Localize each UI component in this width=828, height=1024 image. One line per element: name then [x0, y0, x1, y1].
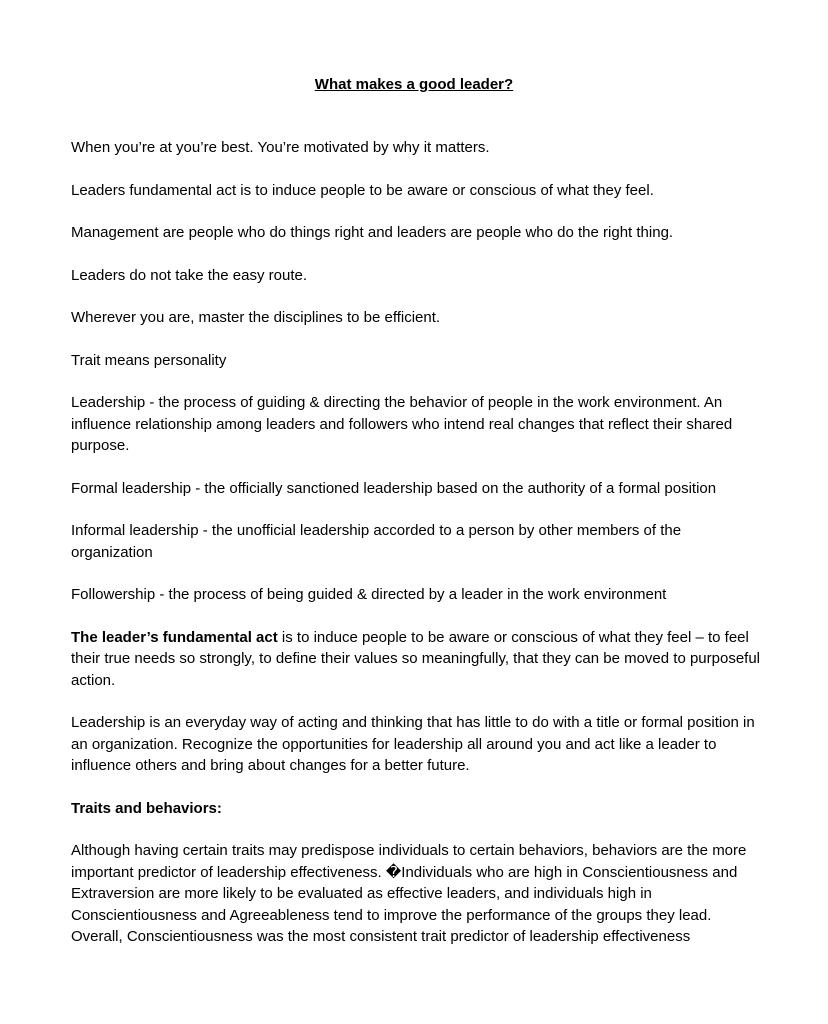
definition-formal-leadership: Formal leadership - the officially sanctioned leadership based on the authority of a formal position — [71, 479, 717, 497]
paragraph-text: is to induce people to be aware or conscious of what they feel – to feel their true needs so strongly, to define their values so meaningfully, that they can be moved to purposeful action. — [71, 628, 761, 689]
definition-leadership: Leadership - the process of guiding & directing the behavior of people in the work environment. An influence relationship among leaders and followers who intend real changes that reflect their shared purpose. — [71, 394, 733, 454]
paragraph-leaders-act — [71, 627, 761, 692]
paragraph: Management are people who do things right and leaders are people who do the right thing. — [71, 224, 674, 241]
paragraph: Leadership is an everyday way of acting and thinking that has little to do with a title or formal position in an organization. Recognize the opportunities for leadership all around you and act like a leader to influence others and bring about changes for a better future. — [71, 714, 755, 774]
document-body — [71, 137, 761, 969]
paragraph: Trait means personality — [71, 351, 227, 369]
definition-informal-leadership: Informal leadership - the unofficial leadership accorded to a person by other members of the organization — [71, 522, 682, 561]
paragraph: Leaders fundamental act is to induce people to be aware or conscious of what they feel. — [71, 181, 654, 199]
document-title: What makes a good leader? — [314, 76, 514, 93]
bold-phrase: The leader’s fundamental act — [71, 628, 278, 646]
paragraph: Wherever you are, master the disciplines to be efficient. — [71, 309, 441, 326]
paragraph: When you’re at you’re best. You’re motivated by why it matters. — [71, 139, 490, 156]
paragraph: Although having certain traits may predispose individuals to certain behaviors, behaviors are the more important predictor of leadership effectiveness. �Individuals who are high in Conscientiousness and Extraversion are more likely to be evaluated as effective leaders, and individuals high in Conscientiousness and Agreeableness tend to improve the performance of the groups they lead. Overall, Conscientiousness was the most consistent trait predictor of leadership effectiveness — [71, 842, 747, 945]
paragraph: Leaders do not take the easy route. — [71, 266, 307, 284]
section-heading: Traits and behaviors: — [71, 799, 222, 817]
definition-followership: Followership - the process of being guided & directed by a leader in the work environment — [71, 586, 667, 603]
